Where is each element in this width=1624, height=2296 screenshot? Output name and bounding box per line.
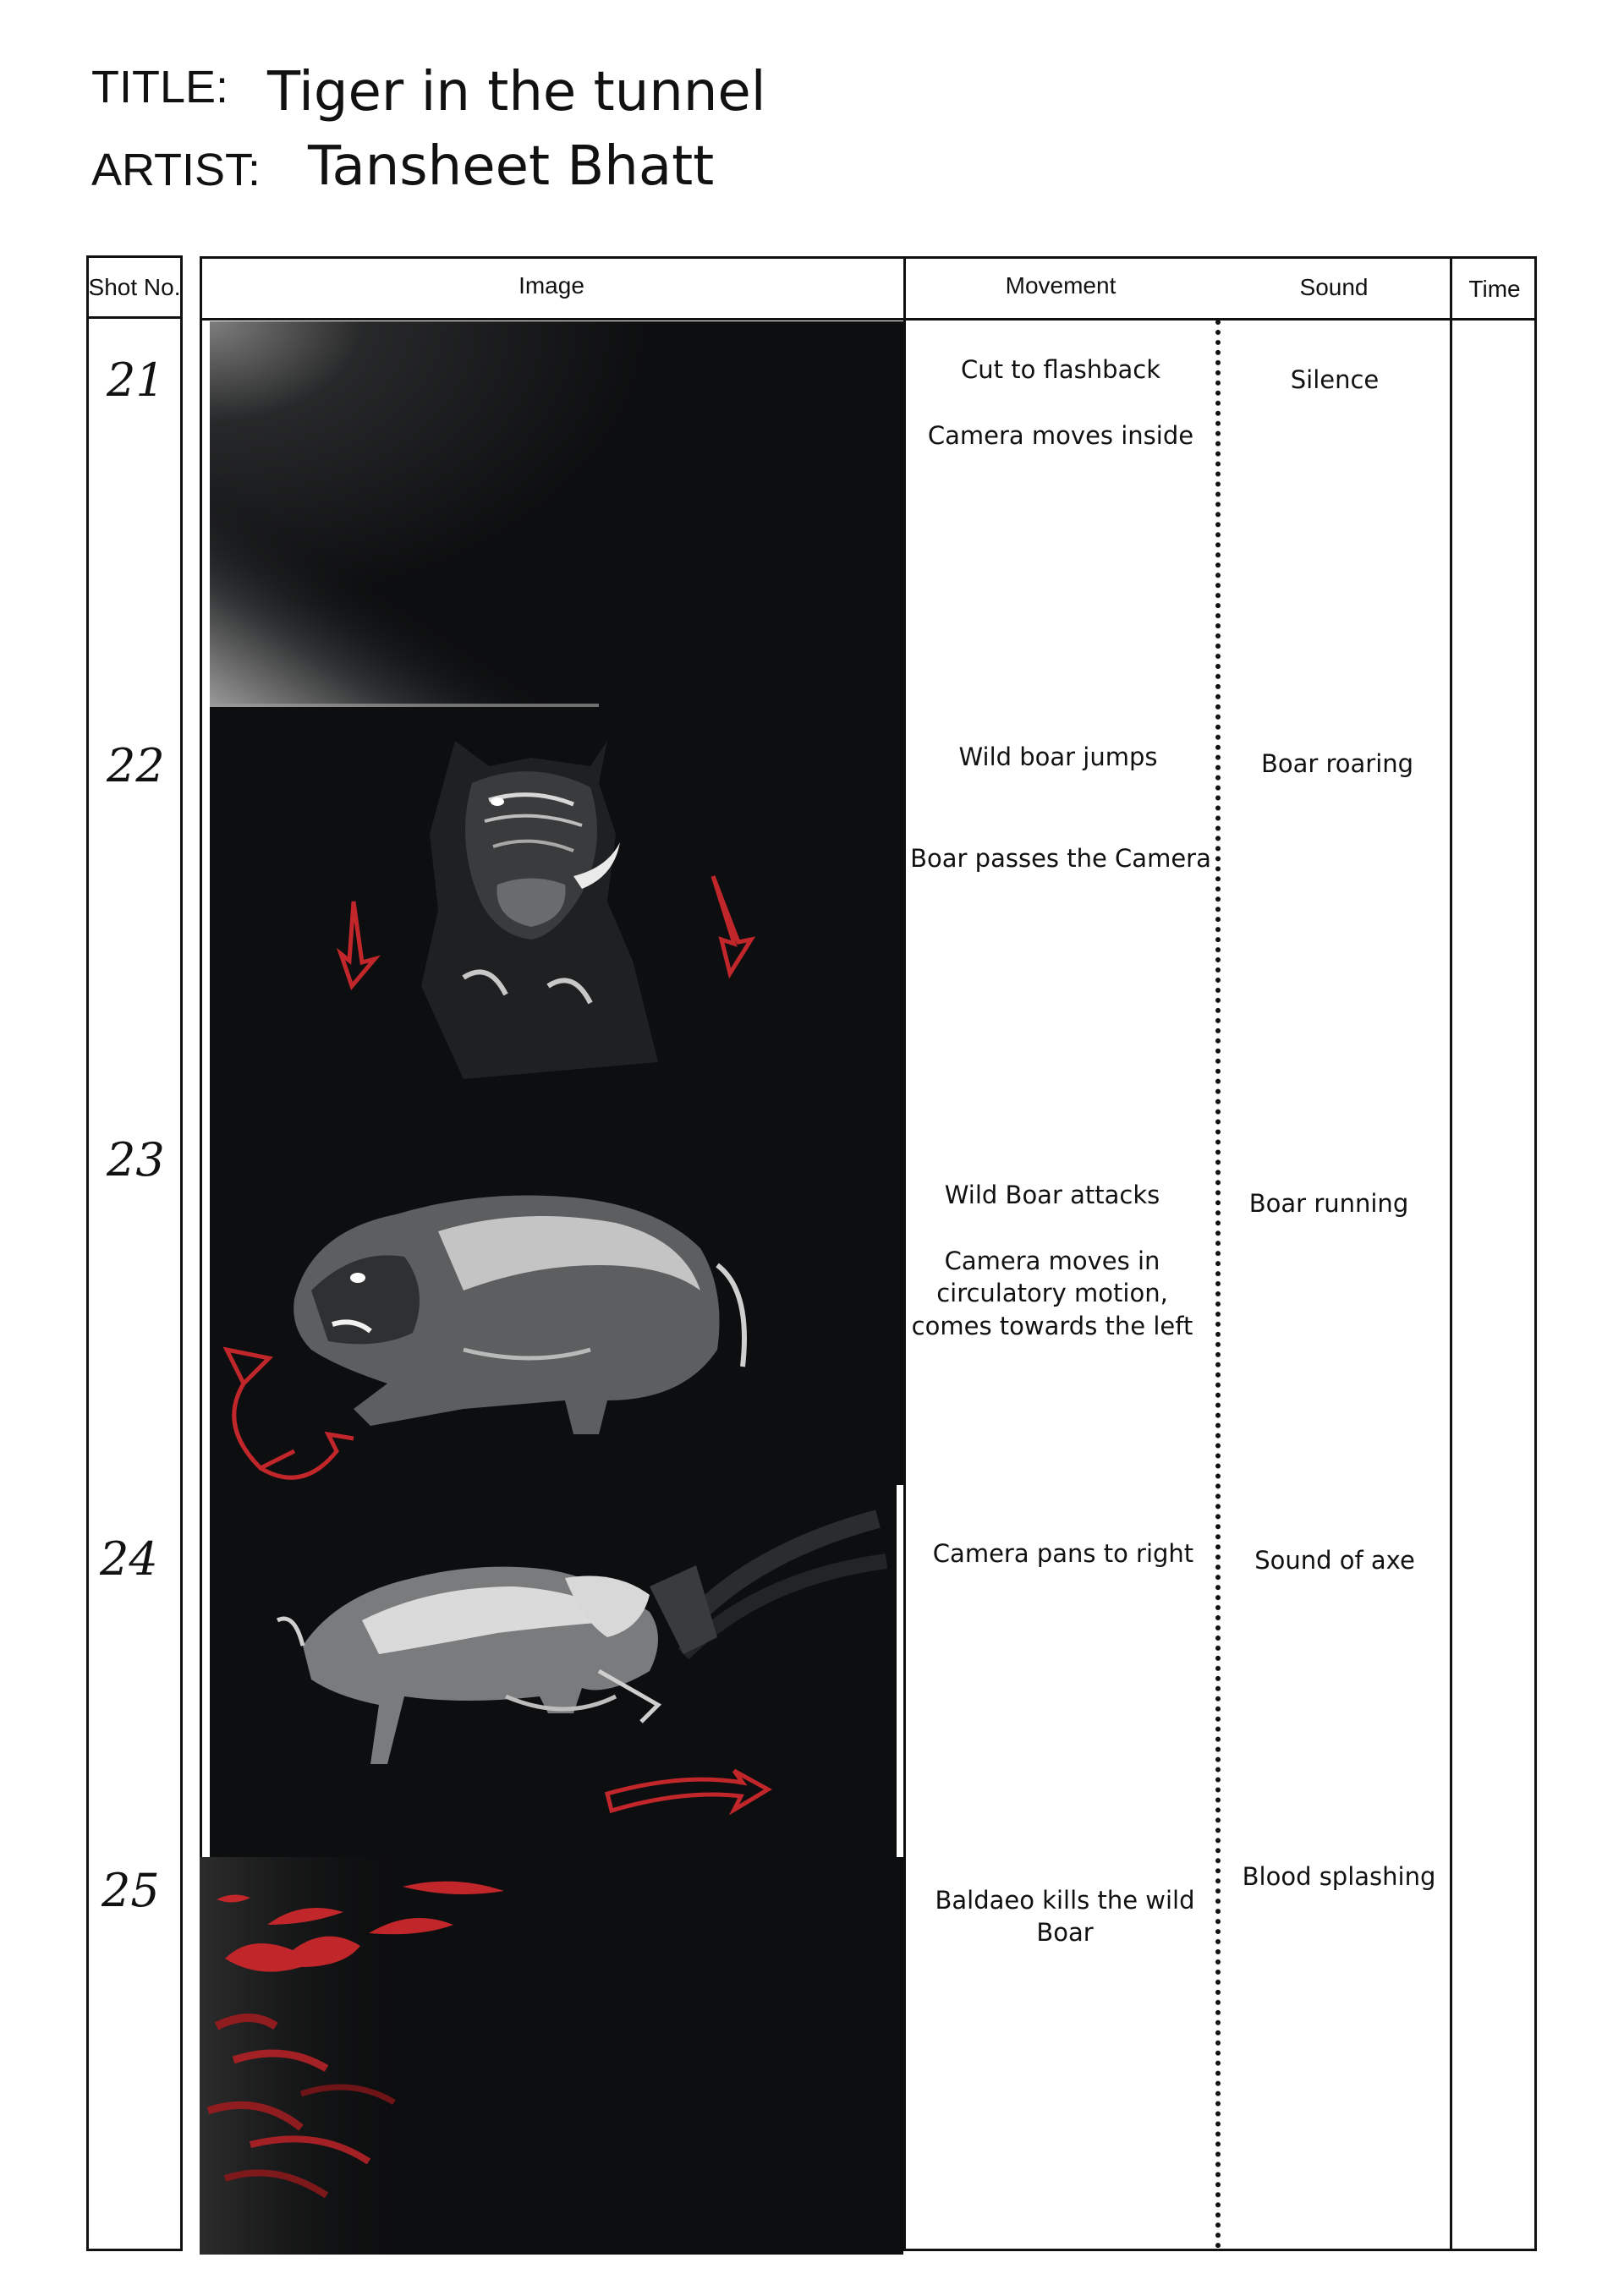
shot-21-image [210,321,903,707]
boar-frontal-illustration [210,707,903,1096]
shot-23-movement-1: Wild Boar attacks [944,1181,1160,1209]
shot-number-25: 25 [102,1864,160,1917]
shot-number-22: 22 [107,739,165,792]
shot-24-sound: Sound of axe [1254,1546,1415,1575]
shot-21-movement-2: Camera moves inside [927,421,1194,450]
shot-number-23: 23 [107,1133,165,1186]
shot-22-movement-1: Wild boar jumps [958,743,1158,771]
title-label: TITLE: [91,62,229,112]
blood-splash-illustration [200,1857,903,2255]
shot-25-image [200,1857,903,2255]
shot-23-image [210,1096,903,1485]
table-header-divider [200,318,1537,321]
shot-number-column [86,255,183,2251]
shot-25-sound: Blood splashing [1242,1862,1436,1891]
shot-21-sound: Silence [1290,365,1380,394]
shot-21-movement-1: Cut to flashback [961,355,1160,384]
sound-header: Sound [1299,274,1369,300]
shot-number-24: 24 [100,1532,158,1586]
image-header: Image [518,272,584,299]
shot-22-sound: Boar roaring [1260,749,1414,778]
shot-24-movement-1: Camera pans to right [932,1539,1194,1568]
shot-22-movement-2: Boar passes the Camera [910,844,1211,873]
shot-25-movement-1: Baldaeo kills the wild Boar [935,1886,1195,1948]
shot-22-image [210,707,903,1096]
boar-attacking-illustration [210,1096,903,1485]
movement-header: Movement [1005,272,1116,299]
shot-23-sound: Boar running [1248,1189,1409,1218]
shot-23-movement-2: Camera moves in circulatory motion, comes towards the left [911,1247,1193,1340]
story-title: Tiger in the tunnel [267,61,766,123]
shot-no-header: Shot No. [88,274,181,300]
shot-header-divider [86,316,183,319]
shot-number-21: 21 [107,353,165,407]
flashback-gradient [210,321,903,707]
boar-axe-illustration [210,1485,897,1857]
time-column-divider [1450,256,1452,2251]
shot-24-image [210,1485,897,1857]
time-header: Time [1468,276,1521,302]
artist-name: Tansheet Bhatt [308,135,715,198]
movement-sound-divider [1215,320,1221,2249]
artist-label: ARTIST: [91,145,261,195]
